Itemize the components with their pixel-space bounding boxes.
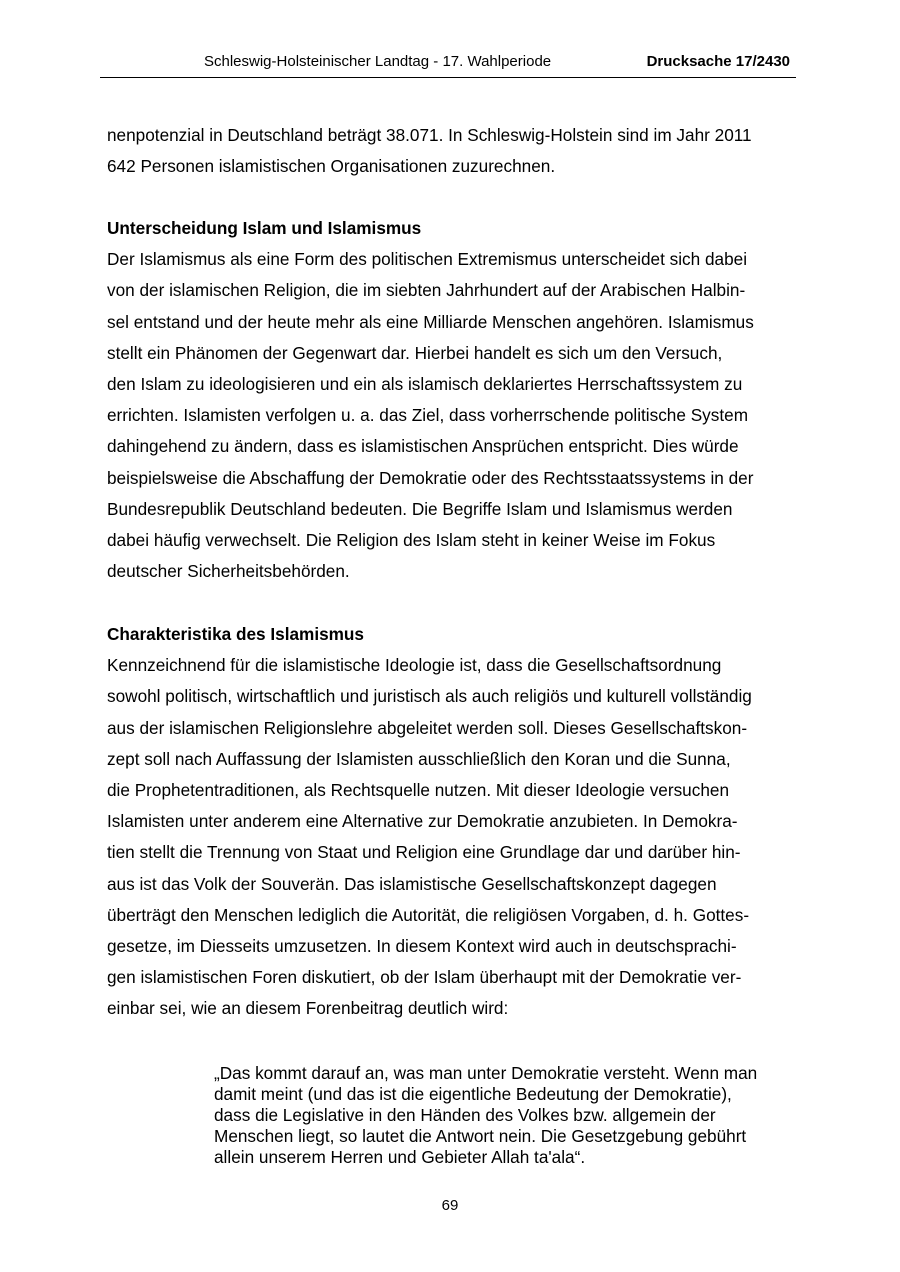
section-charakteristika xyxy=(107,619,797,1025)
section-heading: Charakteristika des Islamismus xyxy=(107,624,364,644)
text-line: beispielsweise die Abschaffung der Demokratie oder des Rechtsstaatssystems in der xyxy=(107,467,754,488)
text-line: von der islamischen Religion, die im siebten Jahrhundert auf der Arabischen Halbin- xyxy=(107,280,746,301)
intro-paragraph xyxy=(107,120,797,182)
section-heading: Unterscheidung Islam und Islamismus xyxy=(107,218,422,238)
quote-line: Menschen liegt, so lautet die Antwort nein. Die Gesetzgebung gebührt xyxy=(214,1126,747,1146)
text-line: Islamisten unter anderem eine Alternative zur Demokratie anzubieten. In Demokra- xyxy=(107,811,738,832)
header-title: Schleswig-Holsteinischer Landtag - 17. Wahlperiode xyxy=(204,53,552,70)
text-line: gesetze, im Diesseits umzusetzen. In diesem Kontext wird auch in deutschsprachi- xyxy=(107,936,737,957)
text-line: Der Islamismus als eine Form des politischen Extremismus unterscheidet sich dabei xyxy=(107,249,748,270)
quote-line: dass die Legislative in den Händen des Volkes bzw. allgemein der xyxy=(214,1105,716,1125)
text-line: einbar sei, wie an diesem Forenbeitrag deutlich wird: xyxy=(107,998,509,1019)
page-header xyxy=(100,51,796,78)
text-line: stellt ein Phänomen der Gegenwart dar. Hierbei handelt es sich um den Versuch, xyxy=(107,342,723,363)
text-line: aus der islamischen Religionslehre abgeleitet werden soll. Dieses Gesellschaftskon- xyxy=(107,717,748,738)
text-line: 642 Personen islamistischen Organisationen zuzurechnen. xyxy=(107,156,556,177)
text-line: errichten. Islamisten verfolgen u. a. das Ziel, dass vorherrschende politische System xyxy=(107,405,749,426)
text-line: überträgt den Menschen lediglich die Autorität, die religiösen Vorgaben, d. h. Gottes- xyxy=(107,904,750,925)
quote-line: allein unserem Herren und Gebieter Allah ta'ala“. xyxy=(214,1147,586,1167)
text-line: dabei häufig verwechselt. Die Religion des Islam steht in keiner Weise im Fokus xyxy=(107,530,716,551)
text-line: dahingehend zu ändern, dass es islamistischen Ansprüchen entspricht. Dies würde xyxy=(107,436,739,457)
text-line: sel entstand und der heute mehr als eine Milliarde Menschen angehören. Islamismus xyxy=(107,311,754,332)
text-line: deutscher Sicherheitsbehörden. xyxy=(107,561,350,582)
text-line: zept soll nach Auffassung der Islamisten ausschließlich den Koran und die Sunna, xyxy=(107,748,731,769)
text-line: die Prophetentraditionen, als Rechtsquelle nutzen. Mit dieser Ideologie versuchen xyxy=(107,780,729,801)
page-number: 69 xyxy=(441,1197,459,1214)
quote-line: „Das kommt darauf an, was man unter Demokratie versteht. Wenn man xyxy=(214,1063,758,1083)
block-quote xyxy=(214,1063,799,1168)
text-line: Bundesrepublik Deutschland bedeuten. Die Begriffe Islam und Islamismus werden xyxy=(107,498,733,519)
header-doc-ref: Drucksache 17/2430 xyxy=(646,53,790,70)
text-line: nenpotenzial in Deutschland beträgt 38.071. In Schleswig-Holstein sind im Jahr 2011 xyxy=(107,125,752,145)
text-line: aus ist das Volk der Souverän. Das islamistische Gesellschaftskonzept dagegen xyxy=(107,873,717,894)
text-line: Kennzeichnend für die islamistische Ideologie ist, dass die Gesellschaftsordnung xyxy=(107,655,722,676)
text-line: gen islamistischen Foren diskutiert, ob der Islam überhaupt mit der Demokratie ver- xyxy=(107,967,742,988)
text-line: sowohl politisch, wirtschaftlich und juristisch als auch religiös und kulturell vollständig xyxy=(107,686,752,707)
text-line: tien stellt die Trennung von Staat und Religion eine Grundlage dar und darüber hin- xyxy=(107,842,741,863)
text-line: den Islam zu ideologisieren und ein als islamisch deklariertes Herrschaftssystem zu xyxy=(107,374,743,395)
quote-line: damit meint (und das ist die eigentliche Bedeutung der Demokratie), xyxy=(214,1084,732,1104)
section-islam-islamismus xyxy=(107,213,797,587)
